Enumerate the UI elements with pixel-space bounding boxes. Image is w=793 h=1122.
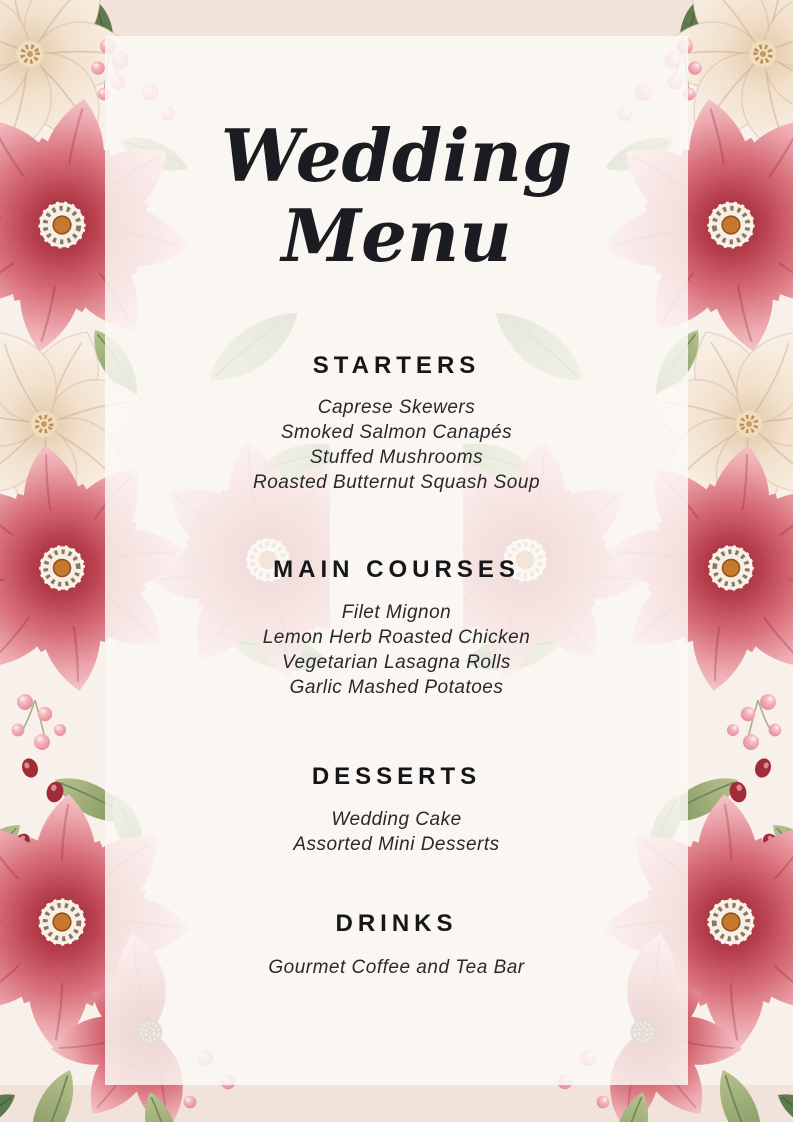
section-heading-drinks: DRINKS xyxy=(335,910,458,937)
menu-section-drinks xyxy=(105,955,688,980)
section-heading-main-courses: MAIN COURSES xyxy=(273,556,520,583)
menu-item: Roasted Butternut Squash Soup xyxy=(252,472,541,493)
menu-item: Caprese Skewers xyxy=(317,397,476,418)
section-heading-desserts: DESSERTS xyxy=(311,763,482,790)
menu-item: Lemon Herb Roasted Chicken xyxy=(262,627,531,648)
menu-section-desserts xyxy=(105,807,688,857)
menu-item: Wedding Cake xyxy=(331,809,462,830)
menu-item: Smoked Salmon Canapés xyxy=(280,422,513,443)
menu-item: Stuffed Mushrooms xyxy=(309,447,484,468)
menu-title-line1: Wedding xyxy=(220,113,573,198)
menu-item: Garlic Mashed Potatoes xyxy=(289,677,504,698)
menu-item: Assorted Mini Desserts xyxy=(293,834,500,855)
menu-section-main-courses xyxy=(105,600,688,700)
menu-item: Gourmet Coffee and Tea Bar xyxy=(268,957,525,978)
menu-section-starters xyxy=(105,395,688,495)
menu-item: Filet Mignon xyxy=(341,602,452,623)
menu-item: Vegetarian Lasagna Rolls xyxy=(282,652,511,673)
menu-title-line2: Menu xyxy=(281,193,512,278)
section-heading-starters: STARTERS xyxy=(312,352,481,379)
